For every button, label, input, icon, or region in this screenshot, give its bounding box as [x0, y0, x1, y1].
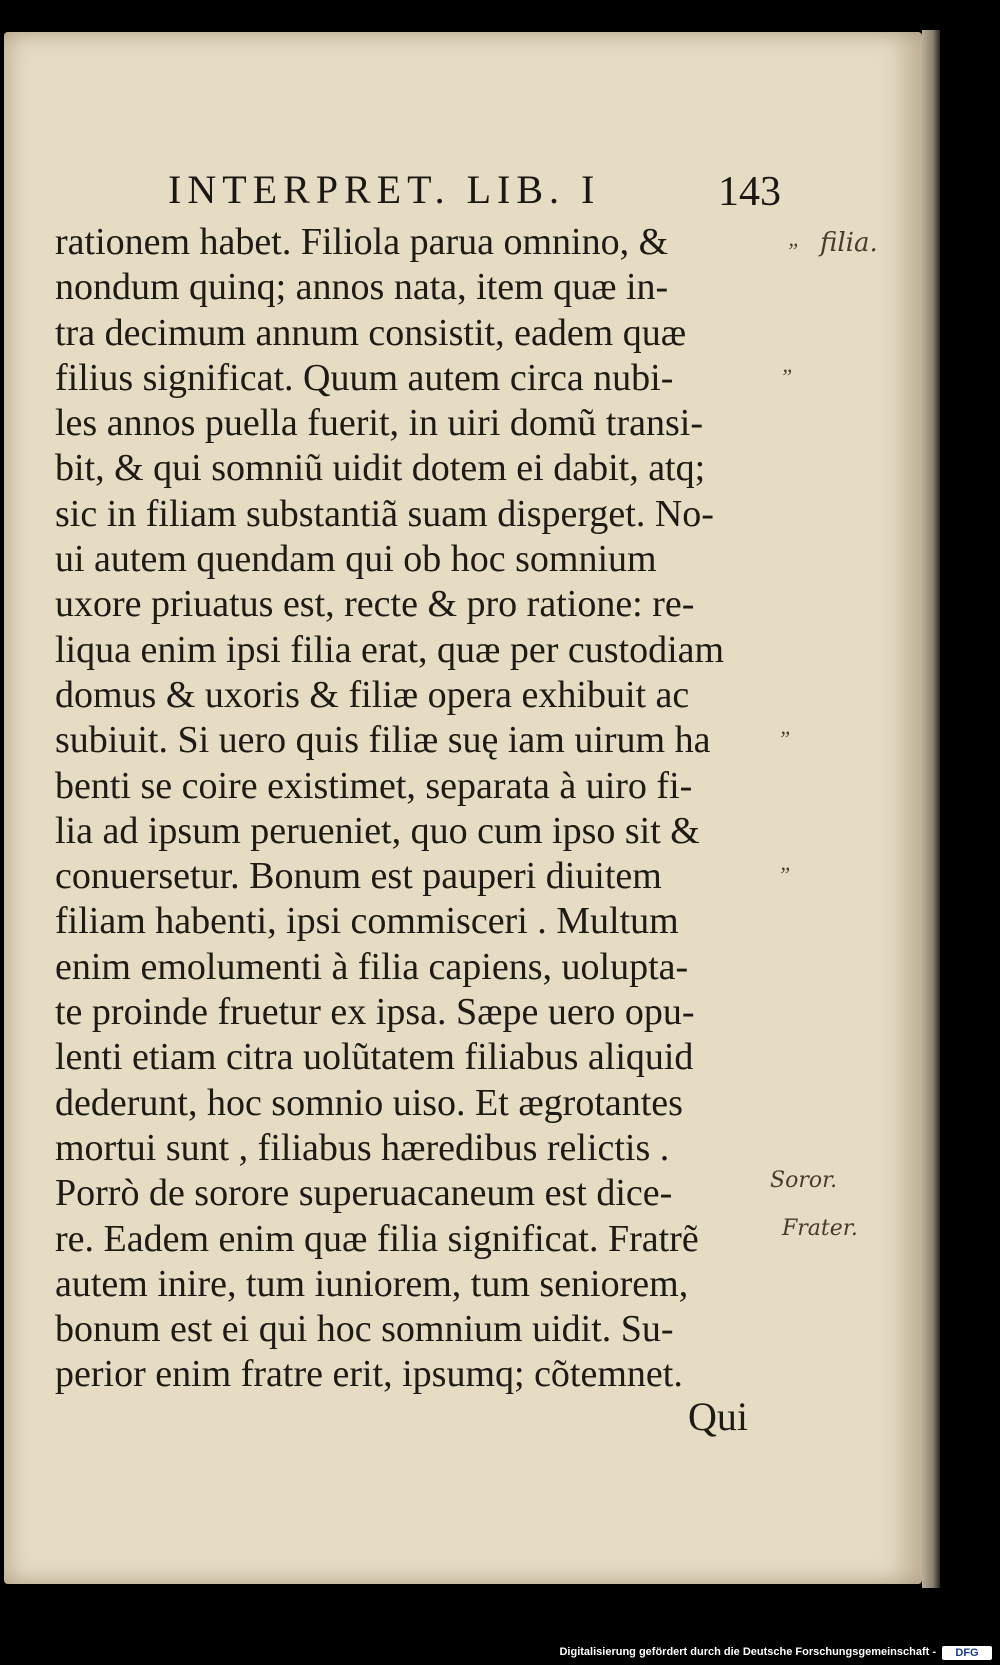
text-line: sic in filiam substantiã suam disperget. No-: [55, 492, 714, 535]
text-line: nondum quinq; annos nata, item quæ in-: [55, 266, 669, 309]
page-edge: [922, 30, 940, 1588]
text-line: filius significat. Quum autem circa nubi-: [55, 356, 674, 399]
text-line: les annos puella fuerit, in uiri domũ transi-: [55, 402, 703, 445]
digitization-credit: Digitalisierung gefördert durch die Deutsche Forschungsgemeinschaft -: [559, 1646, 936, 1658]
page-number: 143: [718, 169, 781, 215]
text-line: Porrò de sorore superuacaneum est dice-: [55, 1172, 673, 1215]
text-line: liqua enim ipsi filia erat, quæ per custodiam: [55, 628, 725, 671]
text-line: dederunt, hoc somnio uiso. Et ægrotantes: [55, 1081, 683, 1124]
text-line: te proinde fruetur ex ipsa. Sæpe uero opu-: [55, 991, 695, 1034]
running-title: INTERPRET. LIB. I: [168, 167, 601, 212]
text-line: subiuit. Si uero quis filiæ suę iam uirum ha: [55, 719, 711, 762]
text-line: benti se coire existimet, separata à uiro fi-: [55, 764, 693, 807]
text-line: lia ad ipsum perueniet, quo cum ipso sit &: [55, 809, 700, 852]
text-line: bonum est ei qui hoc somnium uidit. Su-: [55, 1308, 674, 1351]
text-line: autem inire, tum iuniorem, tum seniorem,: [55, 1262, 689, 1305]
text-line: enim emolumenti à filia capiens, uolupta-: [55, 945, 689, 988]
text-line: bit, & qui somniũ uidit dotem ei dabit, atq;: [55, 447, 706, 490]
dfg-logo: DFG: [942, 1646, 992, 1660]
text-line: filiam habenti, ipsi commisceri . Multum: [55, 900, 679, 943]
text-line: lenti etiam citra uolũtatem filiabus aliquid: [55, 1036, 694, 1079]
text-line: domus & uxoris & filiæ opera exhibuit ac: [55, 673, 690, 716]
margin-quote-mark: ”: [778, 726, 791, 751]
text-line: perior enim fratre erit, ipsumq; cõtemnet.: [55, 1353, 683, 1396]
text-line: rationem habet. Filiola parua omnino, &: [55, 221, 669, 263]
margin-note-filia: filia.: [820, 228, 878, 258]
margin-quote-mark: ”: [780, 364, 793, 389]
text-line: re. Eadem enim quæ filia significat. Fratrẽ: [55, 1217, 699, 1260]
text-line: ui autem quendam qui ob hoc somnium: [55, 538, 657, 581]
text-line: uxore priuatus est, recte & pro ratione: re-: [55, 583, 695, 626]
margin-note-frater: Frater.: [782, 1216, 858, 1241]
margin-note-soror: Soror.: [770, 1168, 838, 1193]
text-line: mortui sunt , filiabus hæredibus relictis .: [55, 1126, 670, 1169]
body-text: [55, 220, 785, 1398]
catchword: Qui: [688, 1394, 748, 1439]
margin-quote-mark: ”: [786, 238, 799, 263]
text-line: tra decimum annum consistit, eadem quæ: [55, 311, 687, 354]
text-line: conuersetur. Bonum est pauperi diuitem: [55, 855, 662, 898]
margin-quote-mark: ”: [778, 862, 791, 887]
